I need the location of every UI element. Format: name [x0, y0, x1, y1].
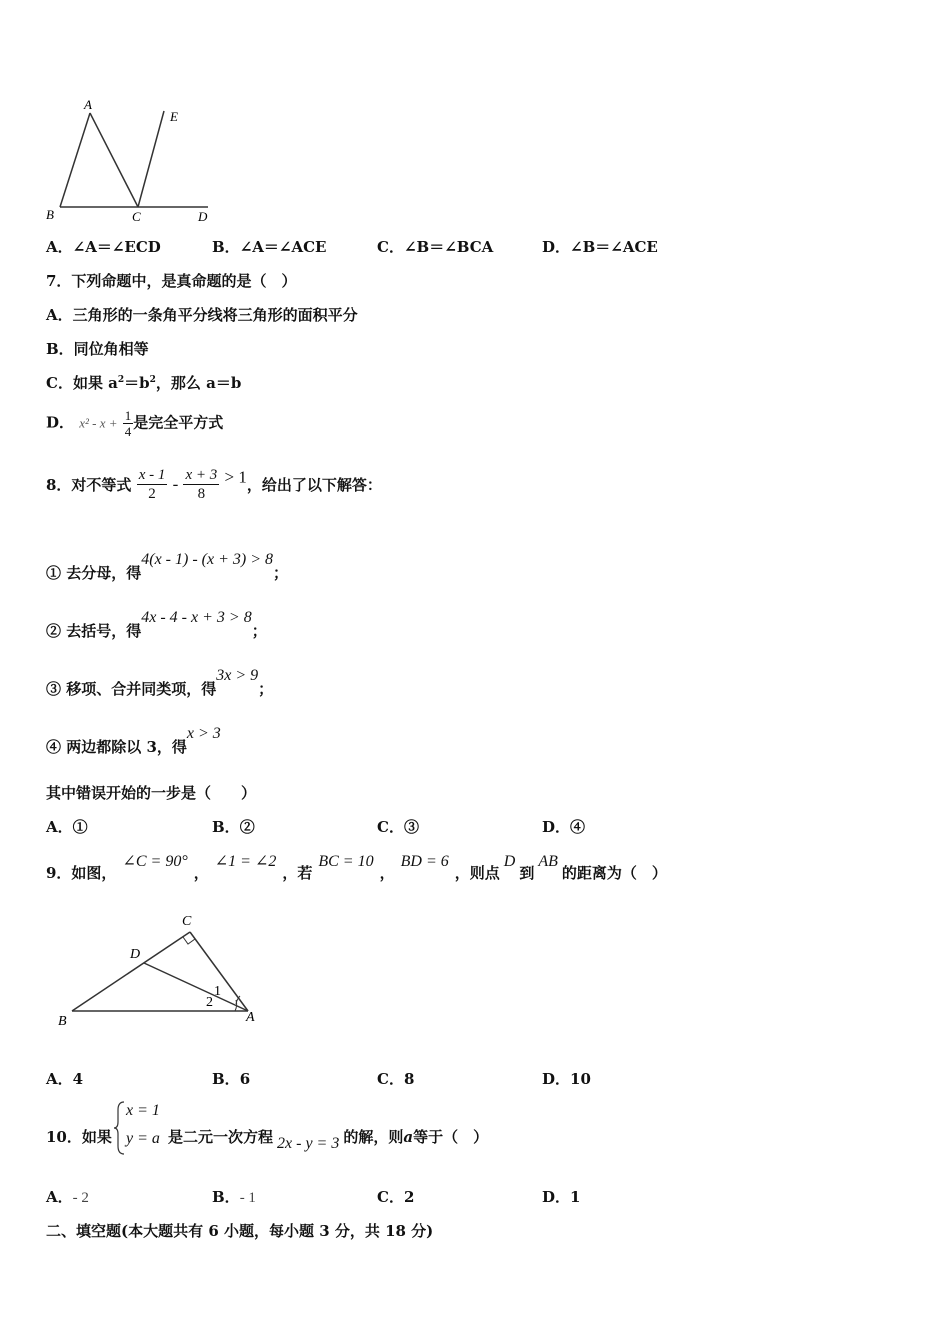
label-a: A	[246, 1010, 255, 1025]
q8-option-b: B．②	[212, 818, 255, 836]
q10-system-eq1: x = 1	[126, 1102, 160, 1119]
q7-d-expression: x² - x +	[79, 415, 118, 431]
angle-2-label: 2	[206, 995, 213, 1010]
q10-option-d: D．1	[542, 1188, 581, 1206]
q10-stem-label: 10．如果	[46, 1128, 112, 1146]
section-2-title: 二、填空题(本大题共有 6 小题，每小题 3 分，共 18 分)	[46, 1222, 434, 1240]
q9-option-a: A．4	[46, 1070, 84, 1088]
q7-option-c: C．如果 $a^2=b^2$，那么 a＝b	[46, 374, 242, 392]
q8-step-1: ① 去分母，得4(x - 1) - (x + 3) > 8；	[46, 551, 289, 582]
q6-option-a: A．∠A＝∠ECD	[46, 238, 161, 256]
q9-figure	[52, 905, 272, 1030]
label-d: D	[198, 209, 208, 224]
q7-stem: 7．下列命题中，是真命题的是（ ）	[46, 272, 297, 290]
q6-figure	[40, 95, 220, 230]
q7-d-fraction: $\frac{1}{4}$	[124, 408, 132, 439]
q6-option-d: D．∠B＝∠ACE	[542, 238, 658, 256]
q8-option-a: A．①	[46, 818, 88, 836]
q8-fraction-2: $\frac{x + 3}{8}$	[185, 467, 218, 502]
q6-option-c: C．∠B＝∠BCA	[377, 238, 494, 256]
q8-question: 其中错误开始的一步是（ ）	[46, 784, 257, 802]
q8-fraction-1: $\frac{x - 1}{2}$	[138, 467, 166, 502]
q8-step-4: ④ 两边都除以 3，得x > 3	[46, 725, 221, 756]
label-d: D	[130, 947, 141, 962]
q6-option-b: B．∠A＝∠ACE	[212, 238, 327, 256]
q10-option-b: B．- 1	[212, 1188, 256, 1206]
q9-option-d: D．10	[542, 1070, 591, 1088]
q8-stem: 8．对不等式 $\frac{x - 1}{2}$ - $\frac{x + 3}{8}$ > 1，给出了以下解答：	[46, 467, 382, 502]
label-c: C	[182, 914, 192, 929]
label-b: B	[58, 1014, 67, 1029]
q8-option-d: D．④	[542, 818, 586, 836]
label-e: E	[170, 109, 178, 124]
q8-step-3: ③ 移项、合并同类项，得3x > 9；	[46, 667, 274, 698]
q7-option-a: A．三角形的一条角平分线将三角形的面积平分	[46, 306, 358, 324]
label-a: A	[84, 97, 92, 112]
q9-option-c: C．8	[377, 1070, 415, 1088]
q10-stem-rest: 是二元一次方程 2x - y = 3 的解，则a等于（ ）	[168, 1128, 489, 1152]
q10-system-brace	[114, 1100, 126, 1156]
q7-option-d: D． x² - x + $\frac{1}{4}$ 是完全平方式	[46, 408, 224, 439]
q8-option-c: C．③	[377, 818, 419, 836]
q10-option-a: A．- 2	[46, 1188, 89, 1206]
q10-system-eq2: y = a	[126, 1130, 160, 1147]
q8-step-2: ② 去括号，得4x - 4 - x + 3 > 8；	[46, 609, 267, 640]
q9-stem: 9．如图，∠C = 90°，∠1 = ∠2，若BC = 10，BD = 6，则点D到AB的距离为（ ）	[46, 853, 667, 882]
label-c: C	[132, 209, 141, 224]
q10-option-c: C．2	[377, 1188, 415, 1206]
q7-option-b: B．同位角相等	[46, 340, 149, 358]
q9-option-b: B．6	[212, 1070, 251, 1088]
angle-1-label: 1	[214, 984, 221, 999]
label-b: B	[46, 207, 54, 222]
